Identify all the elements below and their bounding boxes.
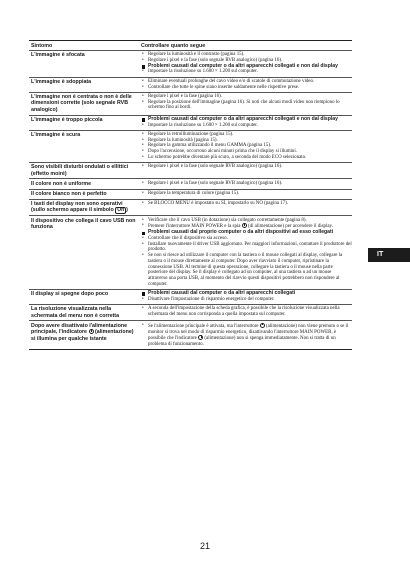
table-row — [29, 115, 352, 130]
item-text: Regolare i pixel e la fase (solo segnale RVB analogico) (pagina 16). — [148, 180, 283, 186]
check-item — [141, 100, 352, 111]
check-item — [141, 85, 352, 91]
table-row — [29, 130, 352, 162]
item-text: Disattivare l'impostazione di risparmio energetico del computer. — [148, 296, 275, 302]
symptom-text: Il dispositivo che collega il cavo USB non funziona — [31, 217, 136, 231]
check-item — [141, 181, 352, 187]
item-text: Regolare la luminosità e il contrasto (pagina 15). — [148, 52, 245, 58]
item-text: Premere l'interruttore MAIN POWER e la spia — [148, 224, 241, 230]
check-item — [141, 69, 352, 75]
lock-key-icon: On — [117, 207, 125, 214]
symptom-text: I tasti del display non sono operativi (sullo schermo appare il simbolo — [31, 200, 123, 214]
symptom-cell — [29, 115, 138, 130]
symptom-cell — [29, 130, 138, 162]
item-text: Installare nuovamente il driver USB aggiornato. Per maggiori informazioni, contattare il produttore del prodotto. — [148, 241, 352, 253]
item-text: Regolare la posizione dell'immagine (pagina 16). Si noti che alcuni modi video non riempiono lo schermo fino ai bordi. — [148, 99, 340, 111]
symptom-cell — [29, 304, 138, 321]
symptom-cell — [29, 179, 138, 189]
symptom-text: L'immagine è sdoppiata — [31, 78, 92, 85]
symptom-cell — [29, 321, 138, 350]
item-text: Controllare che tutte le spine siano inserite saldamente nelle rispettive prese. — [148, 84, 300, 90]
check-cell — [138, 92, 352, 115]
symptom-cell — [29, 216, 138, 289]
item-text: Problemi causati dal computer o da altri apparecchi collegati e non dal display — [148, 115, 338, 122]
item-text: Eliminare eventuali prolunghe del cavo video e/o di scatole di commutazione video. — [148, 78, 315, 84]
item-text: Problemi causati dal computer o da altri apparecchi collegati — [148, 290, 296, 297]
table-row — [29, 304, 352, 321]
item-text: Se non si riesce ad utilizzare il computer con la tastiera o il mouse collegati al display, collegare la tastiera o il mouse direttamente al computer. Dopo aver riavviato il computer, ripristinare la connessione USB. Al termine di questa operazione, collegare la tastiera o il mouse nella parte posteriore del display. Se il display è collegato ad un computer, al una tastiera o ad un mouse attraverso una porta USB, al momento del riavvio questi dispositivi potrebbero non rispondere al computer. — [148, 253, 343, 287]
item-text: (di alimentazione) per accendere il display. — [247, 224, 333, 230]
item-text: Se BLOCCO MENU è impostato su SI, impostarlo su NO (pagina 17). — [148, 200, 289, 206]
item-text: Controllare che il dispositivo sia acceso. — [148, 236, 228, 242]
table-row — [29, 162, 352, 179]
symptom-text: Il colore bianco non è perfetto — [31, 190, 107, 197]
header-check: Controllare quanto segue — [138, 41, 352, 51]
check-item — [141, 164, 352, 170]
item-text: Problemi causati dal computer o da altri apparecchi collegati e non dal display — [148, 62, 338, 69]
symptom-text: L'immagine è scura — [31, 132, 81, 139]
check-cell — [138, 321, 352, 350]
check-cell — [138, 115, 352, 130]
item-text: Regolare i pixel e la fase (pagina 16). — [148, 93, 223, 99]
table-row — [29, 77, 352, 92]
check-cell — [138, 216, 352, 289]
symptom-cell — [29, 289, 138, 304]
check-cell — [138, 289, 352, 304]
table-row — [29, 189, 352, 199]
item-text: Se l'alimentazione principale è attivata, ma l'interruttore — [148, 323, 259, 329]
item-text: Regolare la luminosità (pagina 15). — [148, 137, 218, 143]
table-row — [29, 179, 352, 189]
item-text: Verificare che il cavo USB (in dotazione) sia collegato correttamente (pagina 8). — [148, 217, 307, 223]
symptom-text-end: (alimentazione) si illumina per qualche istante — [31, 329, 134, 342]
symptom-text-end: ) — [126, 207, 128, 214]
check-item — [141, 201, 352, 207]
symptom-cell — [29, 92, 138, 115]
check-cell — [138, 130, 352, 162]
table-row — [29, 289, 352, 304]
table-row — [29, 321, 352, 350]
item-text: Problemi causati dal proprio computer o da altri dispositivi ad esso collegati — [148, 229, 334, 236]
table-body — [29, 50, 352, 349]
check-cell — [138, 179, 352, 189]
item-text: (alimentazione) non si spenga immediatamente. Non si tratta di un problema di funzionamento. — [148, 336, 336, 348]
check-item — [141, 297, 352, 303]
item-text: Regolare la gamma utilizzando il menu GAMMA (pagina 15). — [148, 143, 272, 149]
table-row — [29, 199, 352, 216]
symptom-cell — [29, 199, 138, 216]
check-cell — [138, 189, 352, 199]
check-item — [141, 242, 352, 253]
item-text: Lo schermo potrebbe diventare più scuro, a seconda del modo ECO selezionato. — [148, 154, 307, 160]
check-cell — [138, 162, 352, 179]
check-cell — [138, 77, 352, 92]
item-text: (alimentazione) non viene premuto o se il monitor si trova nel modo di risparmio energetico, disattivando l'interruttore MAIN POWER, è possibile che l'indicatore — [148, 323, 349, 342]
power-icon — [242, 223, 247, 228]
item-text: Impostare la risoluzione su 1.600 × 1.200 sul computer. — [148, 122, 258, 128]
symptom-text: Il colore non è uniforme — [31, 180, 92, 187]
power-icon — [198, 335, 203, 340]
table-header-row — [29, 41, 352, 51]
symptom-text: L'immagine è sfocata — [31, 52, 85, 59]
item-text: A seconda dell'impostazione della scheda grafica, è possibile che la risoluzione visualizzata nella schermata del menu non corrisponda a quella impostata sul computer. — [148, 306, 340, 317]
symptom-cell — [29, 162, 138, 179]
item-text: Impostare la risoluzione su 1.600 × 1.200 sul computer. — [148, 69, 258, 75]
check-item — [141, 323, 352, 348]
check-item — [141, 191, 352, 197]
check-cell — [138, 199, 352, 216]
symptom-text: Sono visibili disturbi ondulati o ellittici (effetto moiré) — [31, 164, 129, 177]
item-text: Regolare la retroilluminazione (pagina 15). — [148, 132, 234, 138]
check-item — [141, 306, 352, 317]
symptom-text: La risoluzione visualizzata nella schermata del menu non è corretta — [31, 306, 120, 319]
symptom-cell — [29, 77, 138, 92]
power-icon — [260, 323, 265, 328]
check-cell — [138, 304, 352, 321]
symptom-text: Il display si spegne dopo poco — [31, 291, 109, 298]
item-text: Regolare i pixel e la fase (solo segnale RVB analogico) (pagina 16). — [148, 164, 283, 170]
check-item — [141, 155, 352, 161]
symptom-cell — [29, 189, 138, 199]
symptom-text: L'immagine è troppo piccola — [31, 116, 103, 123]
item-text: Regolare la temperatura di colore (pagina 15). — [148, 190, 240, 196]
page-number: 21 — [199, 541, 210, 551]
table-row — [29, 50, 352, 77]
item-text: Dopo l'accensione, occorrono alcuni minuti prima che il display si illumini. — [148, 149, 297, 155]
table-row — [29, 92, 352, 115]
item-text: Regolare i pixel e la fase (solo segnale RVB analogico) (pagina 16). — [148, 57, 283, 63]
check-item — [141, 123, 352, 129]
symptom-text: Dopo avere disattivato l'alimentazione principale, l'indicatore — [31, 322, 128, 336]
table-row — [29, 216, 352, 289]
symptom-text: L'immagine non è centrata o non è delle dimensioni corrette (solo segnale RVB analogico) — [31, 93, 132, 113]
language-tab: IT — [368, 248, 410, 262]
check-cell — [138, 50, 352, 77]
power-icon — [89, 329, 94, 334]
symptom-cell — [29, 50, 138, 77]
troubleshooting-table — [29, 40, 352, 350]
check-item — [141, 253, 352, 287]
header-symptom: Sintomo — [29, 41, 138, 51]
